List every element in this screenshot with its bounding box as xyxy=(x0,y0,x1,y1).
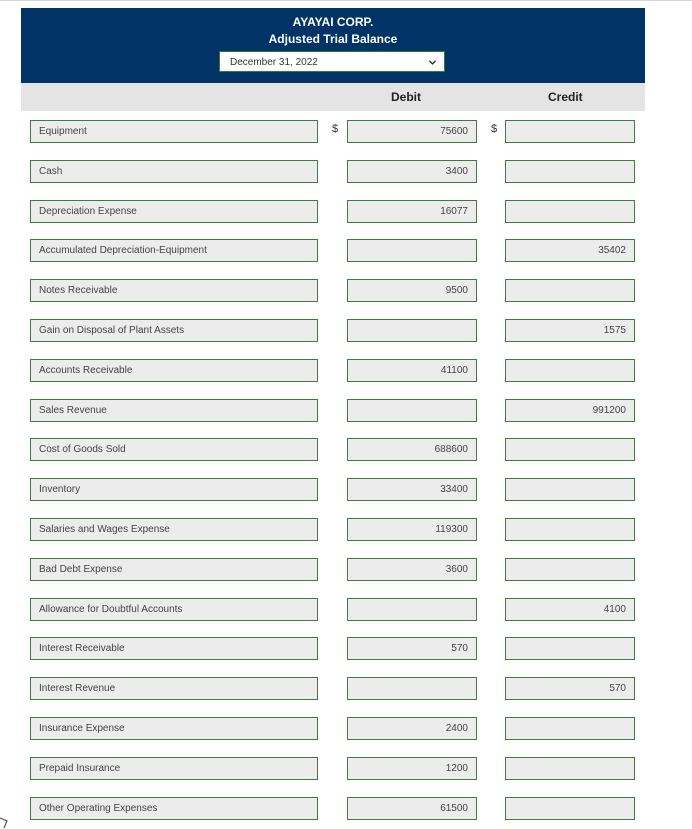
credit-input[interactable] xyxy=(505,518,635,541)
credit-currency-symbol: $ xyxy=(491,123,498,135)
credit-input[interactable] xyxy=(505,160,635,183)
debit-input[interactable]: 3400 xyxy=(347,160,477,183)
debit-input[interactable]: 33400 xyxy=(347,478,477,501)
account-select[interactable]: Bad Debt Expense xyxy=(30,558,318,581)
credit-input[interactable]: 991200 xyxy=(505,399,635,422)
credit-input[interactable]: 35402 xyxy=(505,239,635,262)
chevron-down-icon xyxy=(428,58,437,67)
debit-input[interactable]: 16077 xyxy=(347,200,477,223)
credit-input[interactable] xyxy=(505,797,635,820)
debit-input[interactable]: 9500 xyxy=(347,279,477,302)
credit-input[interactable] xyxy=(505,558,635,581)
debit-input[interactable] xyxy=(347,677,477,700)
credit-input[interactable] xyxy=(505,717,635,740)
top-divider xyxy=(0,0,692,1)
debit-input[interactable]: 1200 xyxy=(347,757,477,780)
credit-input[interactable]: 570 xyxy=(505,677,635,700)
credit-input[interactable] xyxy=(505,637,635,660)
debit-input[interactable]: 688600 xyxy=(347,438,477,461)
account-select[interactable]: Salaries and Wages Expense xyxy=(30,518,318,541)
date-select[interactable] xyxy=(219,51,445,72)
account-select[interactable]: Cash xyxy=(30,160,318,183)
credit-input[interactable] xyxy=(505,120,635,143)
account-select[interactable]: Insurance Expense xyxy=(30,717,318,740)
account-select[interactable]: Sales Revenue xyxy=(30,399,318,422)
credit-input[interactable] xyxy=(505,438,635,461)
credit-input[interactable] xyxy=(505,478,635,501)
credit-input[interactable]: 1575 xyxy=(505,319,635,342)
debit-input[interactable]: 570 xyxy=(347,637,477,660)
partial-edge-icon xyxy=(0,815,10,829)
debit-input[interactable]: 3600 xyxy=(347,558,477,581)
account-select[interactable]: Inventory xyxy=(30,478,318,501)
debit-input[interactable] xyxy=(347,399,477,422)
report-title: Adjusted Trial Balance xyxy=(268,32,398,46)
account-select[interactable]: Accumulated Depreciation-Equipment xyxy=(30,239,318,262)
account-select[interactable]: Notes Receivable xyxy=(30,279,318,302)
credit-input[interactable] xyxy=(505,279,635,302)
account-select[interactable]: Prepaid Insurance xyxy=(30,757,318,780)
credit-input[interactable] xyxy=(505,757,635,780)
account-select[interactable]: Interest Receivable xyxy=(30,637,318,660)
credit-input[interactable]: 4100 xyxy=(505,598,635,621)
debit-input[interactable]: 41100 xyxy=(347,359,477,382)
company-name: AYAYAI CORP. xyxy=(292,15,374,29)
debit-currency-symbol: $ xyxy=(332,123,339,135)
debit-input[interactable]: 119300 xyxy=(347,518,477,541)
debit-input[interactable] xyxy=(347,319,477,342)
debit-input[interactable]: 2400 xyxy=(347,717,477,740)
credit-column-header: Credit xyxy=(548,90,583,104)
date-select-value: December 31, 2022 xyxy=(230,57,318,68)
credit-input[interactable] xyxy=(505,359,635,382)
debit-input[interactable]: 75600 xyxy=(347,120,477,143)
report-header xyxy=(21,8,645,83)
credit-input[interactable] xyxy=(505,200,635,223)
debit-input[interactable] xyxy=(347,598,477,621)
account-select[interactable]: Depreciation Expense xyxy=(30,200,318,223)
account-select[interactable]: Interest Revenue xyxy=(30,677,318,700)
debit-column-header: Debit xyxy=(391,90,421,104)
account-select[interactable]: Cost of Goods Sold xyxy=(30,438,318,461)
account-select[interactable]: Equipment xyxy=(30,120,318,143)
account-select[interactable]: Other Operating Expenses xyxy=(30,797,318,820)
account-select[interactable]: Accounts Receivable xyxy=(30,359,318,382)
account-select[interactable]: Gain on Disposal of Plant Assets xyxy=(30,319,318,342)
debit-input[interactable]: 61500 xyxy=(347,797,477,820)
column-header-bar xyxy=(21,83,645,111)
debit-input[interactable] xyxy=(347,239,477,262)
account-select[interactable]: Allowance for Doubtful Accounts xyxy=(30,598,318,621)
